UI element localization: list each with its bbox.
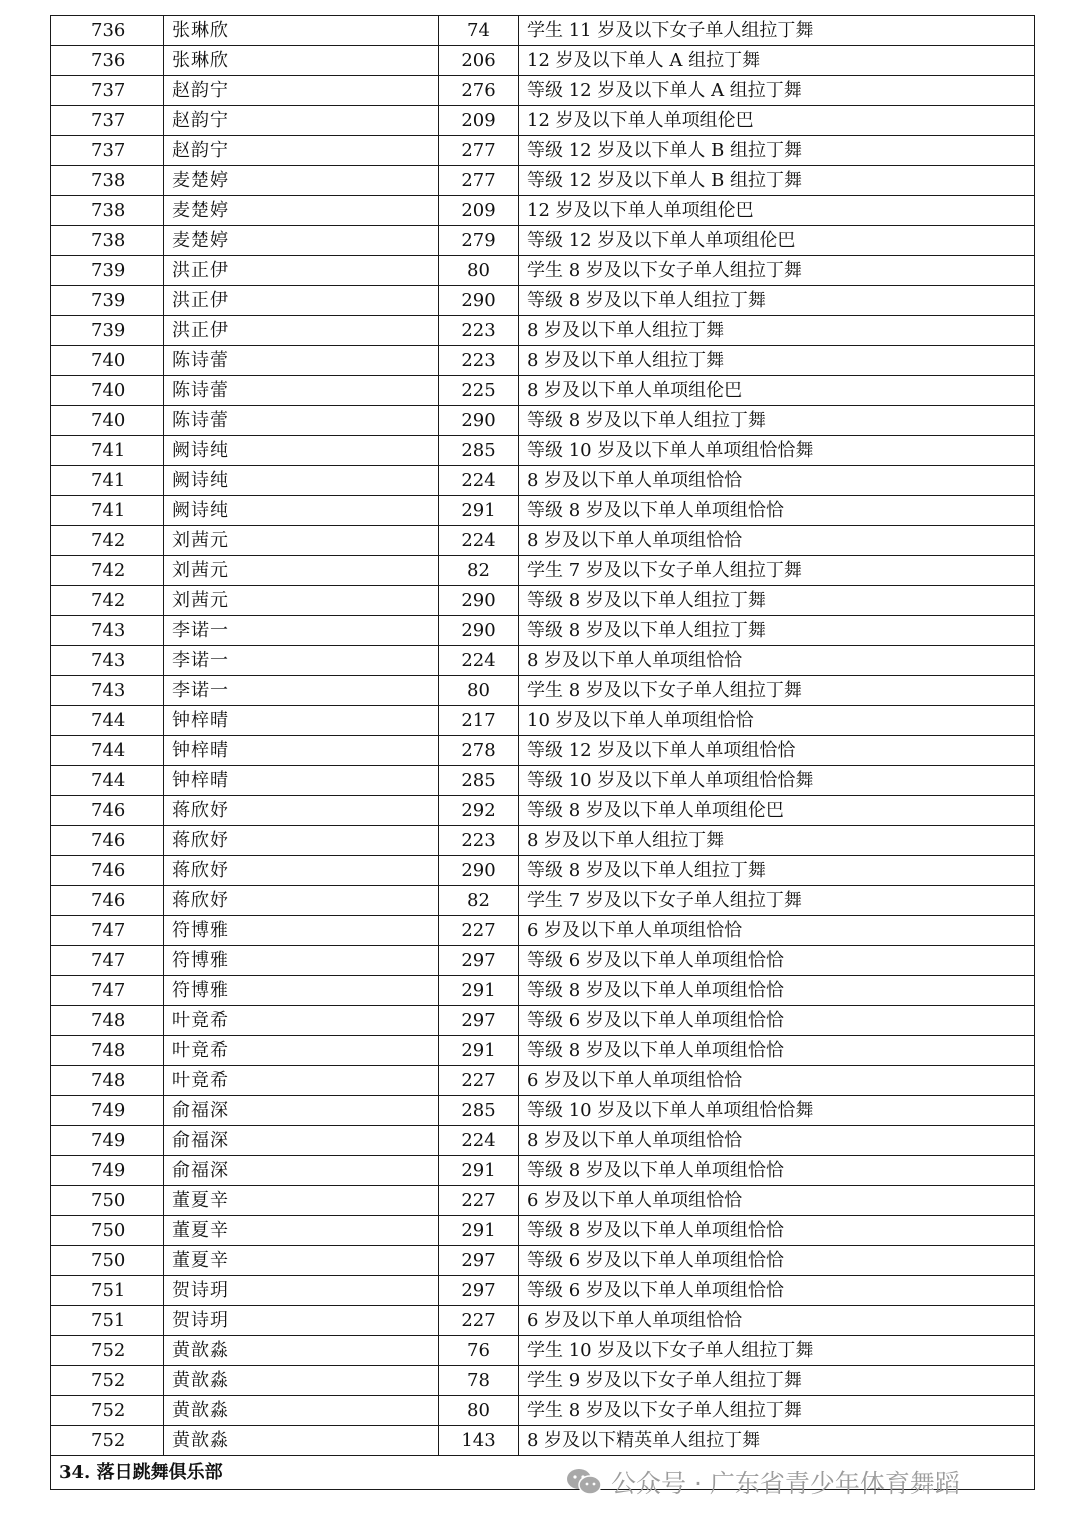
event-name: 12 岁及以下单人 A 组拉丁舞 xyxy=(519,46,1035,76)
table-row xyxy=(51,1306,1035,1336)
entry-number: 736 xyxy=(51,46,164,76)
table-row xyxy=(51,136,1035,166)
table-row xyxy=(51,796,1035,826)
athlete-name: 黄歆淼 xyxy=(164,1366,439,1396)
entry-number: 738 xyxy=(51,166,164,196)
athlete-name: 董夏辛 xyxy=(164,1216,439,1246)
athlete-name: 钟梓晴 xyxy=(164,736,439,766)
table-row xyxy=(51,1366,1035,1396)
table-row xyxy=(51,496,1035,526)
event-code: 206 xyxy=(439,46,519,76)
table-row xyxy=(51,436,1035,466)
event-code: 80 xyxy=(439,676,519,706)
table-row xyxy=(51,1096,1035,1126)
event-code: 227 xyxy=(439,1186,519,1216)
athlete-name: 张琳欣 xyxy=(164,46,439,76)
athlete-name: 洪正伊 xyxy=(164,286,439,316)
entry-number: 752 xyxy=(51,1336,164,1366)
athlete-name: 麦楚婷 xyxy=(164,196,439,226)
athlete-name: 张琳欣 xyxy=(164,16,439,46)
event-code: 76 xyxy=(439,1336,519,1366)
athlete-name: 陈诗蕾 xyxy=(164,376,439,406)
watermark xyxy=(565,1462,960,1502)
event-name: 学生 7 岁及以下女子单人组拉丁舞 xyxy=(519,886,1035,916)
event-name: 8 岁及以下单人单项组恰恰 xyxy=(519,526,1035,556)
table-row xyxy=(51,1186,1035,1216)
event-name: 等级 12 岁及以下单人 B 组拉丁舞 xyxy=(519,136,1035,166)
entry-number: 749 xyxy=(51,1156,164,1186)
entry-number: 749 xyxy=(51,1126,164,1156)
athlete-name: 麦楚婷 xyxy=(164,226,439,256)
athlete-name: 赵韵宁 xyxy=(164,76,439,106)
event-name: 等级 12 岁及以下单人单项组恰恰 xyxy=(519,736,1035,766)
event-name: 学生 8 岁及以下女子单人组拉丁舞 xyxy=(519,1396,1035,1426)
table-row xyxy=(51,556,1035,586)
table-row xyxy=(51,286,1035,316)
entry-number: 748 xyxy=(51,1036,164,1066)
event-name: 等级 12 岁及以下单人单项组伦巴 xyxy=(519,226,1035,256)
event-name: 等级 10 岁及以下单人单项组恰恰舞 xyxy=(519,766,1035,796)
table-row xyxy=(51,1336,1035,1366)
athlete-name: 董夏辛 xyxy=(164,1186,439,1216)
table-row xyxy=(51,706,1035,736)
table-row xyxy=(51,766,1035,796)
athlete-name: 刘茜元 xyxy=(164,556,439,586)
event-code: 291 xyxy=(439,1216,519,1246)
table-row xyxy=(51,916,1035,946)
registration-table xyxy=(50,15,1035,1490)
event-name: 8 岁及以下单人组拉丁舞 xyxy=(519,826,1035,856)
athlete-name: 钟梓晴 xyxy=(164,706,439,736)
event-name: 8 岁及以下单人组拉丁舞 xyxy=(519,316,1035,346)
event-code: 224 xyxy=(439,1126,519,1156)
event-code: 291 xyxy=(439,1156,519,1186)
table-row xyxy=(51,166,1035,196)
entry-number: 740 xyxy=(51,346,164,376)
event-code: 217 xyxy=(439,706,519,736)
athlete-name: 俞福深 xyxy=(164,1156,439,1186)
event-code: 277 xyxy=(439,136,519,166)
wechat-icon xyxy=(565,1467,603,1497)
event-name: 等级 12 岁及以下单人 A 组拉丁舞 xyxy=(519,76,1035,106)
athlete-name: 李诺一 xyxy=(164,646,439,676)
table-row xyxy=(51,1276,1035,1306)
entry-number: 750 xyxy=(51,1186,164,1216)
event-code: 78 xyxy=(439,1366,519,1396)
athlete-name: 符博雅 xyxy=(164,946,439,976)
table-row xyxy=(51,196,1035,226)
entry-number: 740 xyxy=(51,376,164,406)
athlete-name: 李诺一 xyxy=(164,676,439,706)
entry-number: 743 xyxy=(51,646,164,676)
event-name: 等级 6 岁及以下单人单项组恰恰 xyxy=(519,1246,1035,1276)
entry-number: 737 xyxy=(51,136,164,166)
athlete-name: 陈诗蕾 xyxy=(164,406,439,436)
table-row xyxy=(51,16,1035,46)
entry-number: 748 xyxy=(51,1006,164,1036)
entry-number: 750 xyxy=(51,1216,164,1246)
entry-number: 751 xyxy=(51,1276,164,1306)
event-code: 74 xyxy=(439,16,519,46)
event-code: 285 xyxy=(439,766,519,796)
athlete-name: 阙诗纯 xyxy=(164,466,439,496)
table-row xyxy=(51,1126,1035,1156)
athlete-name: 李诺一 xyxy=(164,616,439,646)
table-row xyxy=(51,1396,1035,1426)
entry-number: 742 xyxy=(51,526,164,556)
athlete-name: 洪正伊 xyxy=(164,316,439,346)
event-name: 等级 8 岁及以下单人单项组恰恰 xyxy=(519,496,1035,526)
athlete-name: 刘茜元 xyxy=(164,586,439,616)
event-name: 12 岁及以下单人单项组伦巴 xyxy=(519,106,1035,136)
table-row xyxy=(51,106,1035,136)
event-name: 6 岁及以下单人单项组恰恰 xyxy=(519,1306,1035,1336)
event-name: 6 岁及以下单人单项组恰恰 xyxy=(519,1066,1035,1096)
athlete-name: 蒋欣妤 xyxy=(164,886,439,916)
event-name: 6 岁及以下单人单项组恰恰 xyxy=(519,916,1035,946)
table-row xyxy=(51,76,1035,106)
event-code: 223 xyxy=(439,826,519,856)
event-code: 290 xyxy=(439,616,519,646)
event-code: 290 xyxy=(439,406,519,436)
table-row xyxy=(51,586,1035,616)
event-name: 等级 8 岁及以下单人单项组恰恰 xyxy=(519,1156,1035,1186)
athlete-name: 贺诗玥 xyxy=(164,1276,439,1306)
event-code: 224 xyxy=(439,466,519,496)
event-name: 等级 8 岁及以下单人组拉丁舞 xyxy=(519,856,1035,886)
entry-number: 742 xyxy=(51,556,164,586)
watermark-text: 公众号 · 广东省青少年体育舞蹈 xyxy=(611,1469,960,1498)
event-name: 学生 9 岁及以下女子单人组拉丁舞 xyxy=(519,1366,1035,1396)
event-code: 291 xyxy=(439,496,519,526)
entry-number: 752 xyxy=(51,1426,164,1456)
athlete-name: 叶竟希 xyxy=(164,1036,439,1066)
athlete-name: 叶竟希 xyxy=(164,1066,439,1096)
table-row xyxy=(51,1156,1035,1186)
entry-number: 746 xyxy=(51,856,164,886)
event-name: 等级 8 岁及以下单人组拉丁舞 xyxy=(519,616,1035,646)
event-code: 276 xyxy=(439,76,519,106)
event-code: 297 xyxy=(439,1246,519,1276)
event-name: 等级 8 岁及以下单人组拉丁舞 xyxy=(519,586,1035,616)
entry-number: 751 xyxy=(51,1306,164,1336)
entry-number: 736 xyxy=(51,16,164,46)
athlete-name: 符博雅 xyxy=(164,916,439,946)
table-row xyxy=(51,646,1035,676)
athlete-name: 阙诗纯 xyxy=(164,496,439,526)
event-code: 290 xyxy=(439,286,519,316)
athlete-name: 董夏辛 xyxy=(164,1246,439,1276)
event-code: 223 xyxy=(439,346,519,376)
table-row xyxy=(51,1246,1035,1276)
table-row xyxy=(51,856,1035,886)
event-code: 209 xyxy=(439,106,519,136)
event-name: 等级 8 岁及以下单人组拉丁舞 xyxy=(519,406,1035,436)
event-name: 8 岁及以下单人组拉丁舞 xyxy=(519,346,1035,376)
table-row xyxy=(51,406,1035,436)
entry-number: 747 xyxy=(51,976,164,1006)
event-name: 等级 8 岁及以下单人单项组恰恰 xyxy=(519,1216,1035,1246)
athlete-name: 洪正伊 xyxy=(164,256,439,286)
entry-number: 747 xyxy=(51,916,164,946)
table-row xyxy=(51,526,1035,556)
event-name: 等级 10 岁及以下单人单项组恰恰舞 xyxy=(519,1096,1035,1126)
entry-number: 744 xyxy=(51,736,164,766)
event-name: 等级 8 岁及以下单人组拉丁舞 xyxy=(519,286,1035,316)
event-name: 等级 6 岁及以下单人单项组恰恰 xyxy=(519,946,1035,976)
table-row xyxy=(51,946,1035,976)
event-name: 8 岁及以下单人单项组恰恰 xyxy=(519,1126,1035,1156)
event-name: 学生 7 岁及以下女子单人组拉丁舞 xyxy=(519,556,1035,586)
event-code: 277 xyxy=(439,166,519,196)
entry-number: 741 xyxy=(51,436,164,466)
entry-number: 752 xyxy=(51,1366,164,1396)
table-row xyxy=(51,886,1035,916)
entry-number: 743 xyxy=(51,616,164,646)
athlete-name: 符博雅 xyxy=(164,976,439,1006)
table-row xyxy=(51,256,1035,286)
entry-number: 739 xyxy=(51,286,164,316)
event-code: 80 xyxy=(439,1396,519,1426)
athlete-name: 贺诗玥 xyxy=(164,1306,439,1336)
athlete-name: 黄歆淼 xyxy=(164,1336,439,1366)
event-code: 80 xyxy=(439,256,519,286)
event-name: 12 岁及以下单人单项组伦巴 xyxy=(519,196,1035,226)
event-code: 224 xyxy=(439,526,519,556)
entry-number: 744 xyxy=(51,706,164,736)
entry-number: 749 xyxy=(51,1096,164,1126)
event-name: 等级 6 岁及以下单人单项组恰恰 xyxy=(519,1276,1035,1306)
event-name: 10 岁及以下单人单项组恰恰 xyxy=(519,706,1035,736)
table-row xyxy=(51,1216,1035,1246)
event-name: 等级 6 岁及以下单人单项组恰恰 xyxy=(519,1006,1035,1036)
entry-number: 740 xyxy=(51,406,164,436)
event-code: 225 xyxy=(439,376,519,406)
event-name: 等级 12 岁及以下单人 B 组拉丁舞 xyxy=(519,166,1035,196)
table-row xyxy=(51,1036,1035,1066)
entry-number: 752 xyxy=(51,1396,164,1426)
event-name: 学生 8 岁及以下女子单人组拉丁舞 xyxy=(519,676,1035,706)
event-code: 290 xyxy=(439,856,519,886)
table-row xyxy=(51,466,1035,496)
athlete-name: 麦楚婷 xyxy=(164,166,439,196)
event-name: 8 岁及以下精英单人组拉丁舞 xyxy=(519,1426,1035,1456)
entry-number: 746 xyxy=(51,886,164,916)
athlete-name: 黄歆淼 xyxy=(164,1426,439,1456)
event-name: 学生 8 岁及以下女子单人组拉丁舞 xyxy=(519,256,1035,286)
event-name: 等级 8 岁及以下单人单项组恰恰 xyxy=(519,1036,1035,1066)
entry-number: 744 xyxy=(51,766,164,796)
entry-number: 742 xyxy=(51,586,164,616)
event-code: 291 xyxy=(439,1036,519,1066)
athlete-name: 蒋欣妤 xyxy=(164,796,439,826)
athlete-name: 赵韵宁 xyxy=(164,106,439,136)
table-row xyxy=(51,46,1035,76)
event-code: 291 xyxy=(439,976,519,1006)
event-name: 学生 11 岁及以下女子单人组拉丁舞 xyxy=(519,16,1035,46)
athlete-name: 陈诗蕾 xyxy=(164,346,439,376)
event-code: 297 xyxy=(439,946,519,976)
event-code: 279 xyxy=(439,226,519,256)
athlete-name: 黄歆淼 xyxy=(164,1396,439,1426)
table-row xyxy=(51,976,1035,1006)
athlete-name: 蒋欣妤 xyxy=(164,826,439,856)
entry-number: 737 xyxy=(51,106,164,136)
entry-number: 747 xyxy=(51,946,164,976)
table-row xyxy=(51,676,1035,706)
event-name: 等级 8 岁及以下单人单项组恰恰 xyxy=(519,976,1035,1006)
event-code: 223 xyxy=(439,316,519,346)
table-row xyxy=(51,736,1035,766)
table-row xyxy=(51,1066,1035,1096)
event-code: 209 xyxy=(439,196,519,226)
entry-number: 750 xyxy=(51,1246,164,1276)
entry-number: 741 xyxy=(51,466,164,496)
table-row xyxy=(51,826,1035,856)
table-body xyxy=(51,16,1035,1490)
athlete-name: 蒋欣妤 xyxy=(164,856,439,886)
table-row xyxy=(51,616,1035,646)
event-name: 等级 10 岁及以下单人单项组恰恰舞 xyxy=(519,436,1035,466)
event-name: 等级 8 岁及以下单人单项组伦巴 xyxy=(519,796,1035,826)
entry-number: 738 xyxy=(51,226,164,256)
table-row xyxy=(51,346,1035,376)
event-code: 297 xyxy=(439,1276,519,1306)
entry-number: 739 xyxy=(51,256,164,286)
entry-number: 748 xyxy=(51,1066,164,1096)
athlete-name: 叶竟希 xyxy=(164,1006,439,1036)
athlete-name: 阙诗纯 xyxy=(164,436,439,466)
event-code: 285 xyxy=(439,1096,519,1126)
event-name: 6 岁及以下单人单项组恰恰 xyxy=(519,1186,1035,1216)
entry-number: 737 xyxy=(51,76,164,106)
event-name: 学生 10 岁及以下女子单人组拉丁舞 xyxy=(519,1336,1035,1366)
athlete-name: 刘茜元 xyxy=(164,526,439,556)
event-code: 292 xyxy=(439,796,519,826)
athlete-name: 俞福深 xyxy=(164,1126,439,1156)
event-name: 8 岁及以下单人单项组恰恰 xyxy=(519,466,1035,496)
table-row xyxy=(51,316,1035,346)
athlete-name: 赵韵宁 xyxy=(164,136,439,166)
event-name: 8 岁及以下单人单项组恰恰 xyxy=(519,646,1035,676)
entry-number: 738 xyxy=(51,196,164,226)
table-row xyxy=(51,1006,1035,1036)
entry-number: 741 xyxy=(51,496,164,526)
entry-number: 739 xyxy=(51,316,164,346)
event-code: 297 xyxy=(439,1006,519,1036)
athlete-name: 俞福深 xyxy=(164,1096,439,1126)
event-code: 227 xyxy=(439,1066,519,1096)
table-row xyxy=(51,376,1035,406)
entry-number: 746 xyxy=(51,796,164,826)
entry-number: 743 xyxy=(51,676,164,706)
event-code: 227 xyxy=(439,916,519,946)
event-code: 278 xyxy=(439,736,519,766)
athlete-name: 钟梓晴 xyxy=(164,766,439,796)
event-code: 285 xyxy=(439,436,519,466)
event-code: 82 xyxy=(439,886,519,916)
event-code: 224 xyxy=(439,646,519,676)
section-heading: 34. 落日跳舞俱乐部 xyxy=(51,1456,1035,1490)
event-code: 290 xyxy=(439,586,519,616)
event-code: 82 xyxy=(439,556,519,586)
event-code: 227 xyxy=(439,1306,519,1336)
event-code: 143 xyxy=(439,1426,519,1456)
table-row xyxy=(51,1426,1035,1456)
event-name: 8 岁及以下单人单项组伦巴 xyxy=(519,376,1035,406)
table-row xyxy=(51,226,1035,256)
entry-number: 746 xyxy=(51,826,164,856)
